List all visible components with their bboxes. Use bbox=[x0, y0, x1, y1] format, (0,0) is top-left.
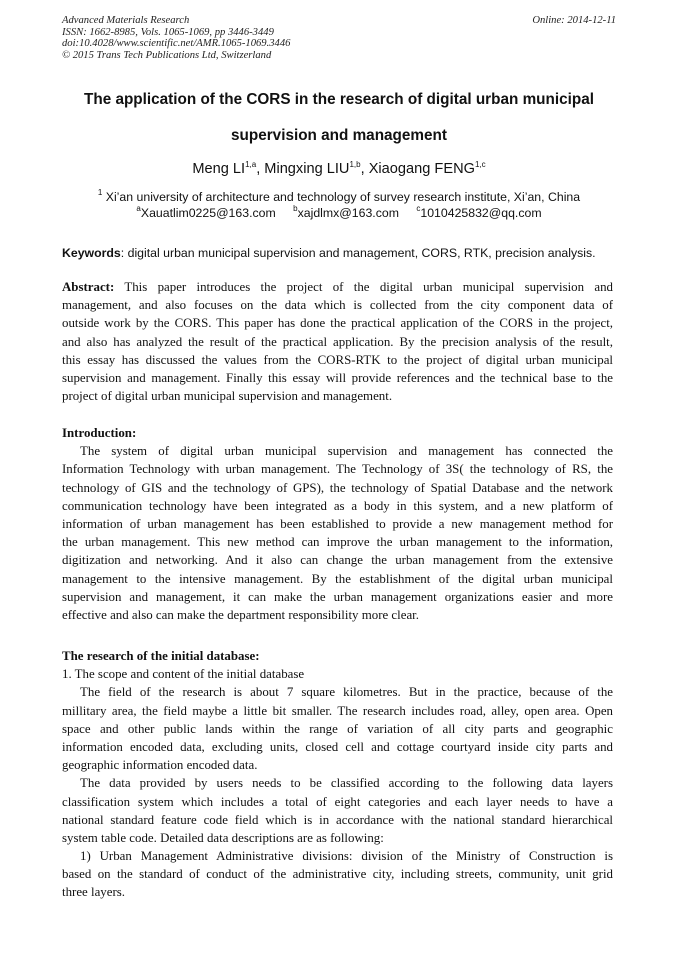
email-link[interactable]: Xauatlim0225@163.com bbox=[140, 206, 276, 220]
intro-line: Information Technology with urban management. The Technology of 3S( the technology of RS, the bbox=[62, 462, 613, 477]
database-subheading: 1. The scope and content of the initial database bbox=[62, 667, 305, 682]
keywords-label: Keywords bbox=[62, 246, 121, 260]
abstract-line: supervision and management. Finally this essay will provide references and the technical base to the bbox=[62, 370, 613, 385]
database-line: based on the standard of conduct of the administrative city, including streets, community, unit grid bbox=[62, 867, 613, 882]
database-section bbox=[62, 647, 613, 902]
author-name: Mingxing LIU bbox=[264, 161, 350, 177]
database-line: information encoded data, excluding units, closed cell and cottage courtyard inside city parts and bbox=[62, 739, 613, 754]
email-sup: b bbox=[293, 204, 298, 213]
affiliation-text: Xi’an university of architecture and technology of survey research institute, Xi’an, China bbox=[105, 190, 581, 204]
paper-title-line-2: supervision and management bbox=[231, 127, 447, 144]
database-line: millitary area, the field maybe a little bit smaller. The research includes road, alley, open area. Open bbox=[62, 703, 613, 718]
database-line: space and other public lands within the range of variation of all city parts and geographic bbox=[62, 721, 613, 736]
intro-line: communication technology have been integrated as a body in this system, and a new platform of bbox=[62, 498, 613, 513]
abstract-line: Abstract: This paper introduces the project of the digital urban municipal supervision and bbox=[62, 280, 613, 294]
keywords bbox=[62, 246, 622, 260]
database-line: national standard feature code field which is in accordance with the national standard hierarchical bbox=[62, 812, 613, 827]
intro-line: information of urban management has been established to provide a new management method for bbox=[62, 516, 613, 531]
intro-line: effective and also can make the department responsibility more clear. bbox=[62, 607, 419, 622]
abstract-line: outside work by the CORS. This paper has done the practical application of the CORS in the project, bbox=[62, 316, 613, 331]
author-name: Xiaogang FENG bbox=[368, 161, 475, 177]
email-list bbox=[40, 206, 638, 220]
author-sup: 1,a bbox=[245, 160, 257, 169]
intro-line: The system of digital urban municipal supervision and management has connected the bbox=[80, 444, 613, 459]
affiliation-sup: 1 bbox=[97, 188, 103, 197]
introduction-heading: Introduction: bbox=[62, 426, 137, 440]
keywords-text: : digital urban municipal supervision and management, CORS, RTK, precision analysis. bbox=[120, 246, 596, 260]
introduction-section bbox=[62, 424, 613, 624]
author-sup: 1,b bbox=[349, 160, 361, 169]
online-date: Online: 2014-12-11 bbox=[532, 15, 616, 26]
database-line: 1) Urban Management Administrative divisions: division of the Ministry of Construction is bbox=[80, 849, 613, 864]
abstract-line: project of digital urban municipal supervision and management. bbox=[62, 389, 393, 404]
author-sup: 1,c bbox=[474, 160, 486, 169]
email-link[interactable]: xajdlmx@163.com bbox=[297, 206, 399, 220]
author-name: Meng LI bbox=[192, 161, 246, 177]
copyright-line: © 2015 Trans Tech Publications Ltd, Switzerland bbox=[62, 49, 272, 61]
database-line: three layers. bbox=[62, 885, 125, 900]
database-line: The data provided by users needs to be classified according to the following data layers bbox=[80, 776, 613, 791]
intro-line: the urban management. This new method can improve the urban management to the information, bbox=[62, 535, 613, 550]
journal-header bbox=[62, 15, 616, 61]
intro-line: digitization and networking. And it also can change the urban management from the extensive bbox=[62, 553, 613, 568]
abstract-label: Abstract: bbox=[62, 280, 115, 294]
abstract-line: this essay has discussed the values from the CORS-RTK to the project of digital urban municipal bbox=[62, 352, 613, 367]
intro-line: supervision and management, it can make the urban management organizations easier and more bbox=[62, 589, 613, 604]
paper-title-line-1: The application of the CORS in the research of digital urban municipal bbox=[84, 91, 594, 108]
database-heading: The research of the initial database: bbox=[62, 649, 260, 663]
abstract-line: management, and also focuses on the data which is collected from the city component data of bbox=[62, 298, 613, 313]
author-list: Meng LI$^{1,a}$, Mingxing LIU$^{1,b}$, Xiaogang FENG$^{1,c}$ bbox=[192, 160, 486, 177]
intro-line: management to the intensive management. By the establishment of the digital urban municipal bbox=[62, 571, 613, 586]
affiliation bbox=[40, 190, 638, 204]
abstract-line: and also has analyzed the result of the practical application. By the precision analysis of the result, bbox=[62, 334, 613, 349]
journal-name: Advanced Materials Research bbox=[62, 15, 190, 26]
abstract-section bbox=[62, 278, 613, 405]
database-line: geographic information encoded data. bbox=[62, 758, 258, 773]
email-sup: a bbox=[136, 204, 141, 213]
intro-line: technology of GIS and the technology of GPS), the technology of Spatial Database and the network bbox=[62, 480, 613, 495]
database-line: The field of the research is about 7 square kilometres. But in the practice, because of the bbox=[80, 685, 613, 700]
doi-line[interactable]: doi:10.4028/www.scientific.net/AMR.1065-1069.3446 bbox=[62, 38, 291, 50]
email-sup: c bbox=[416, 204, 421, 213]
database-line: system table code. Detailed data descriptions are as following: bbox=[62, 830, 384, 845]
email-link[interactable]: 1010425832@qq.com bbox=[420, 206, 542, 220]
database-line: classification system which includes a total of eight categories and each layer needs to have a bbox=[62, 794, 613, 809]
issn-line: ISSN: 1662-8985, Vols. 1065-1069, pp 3446-3449 bbox=[62, 26, 274, 38]
